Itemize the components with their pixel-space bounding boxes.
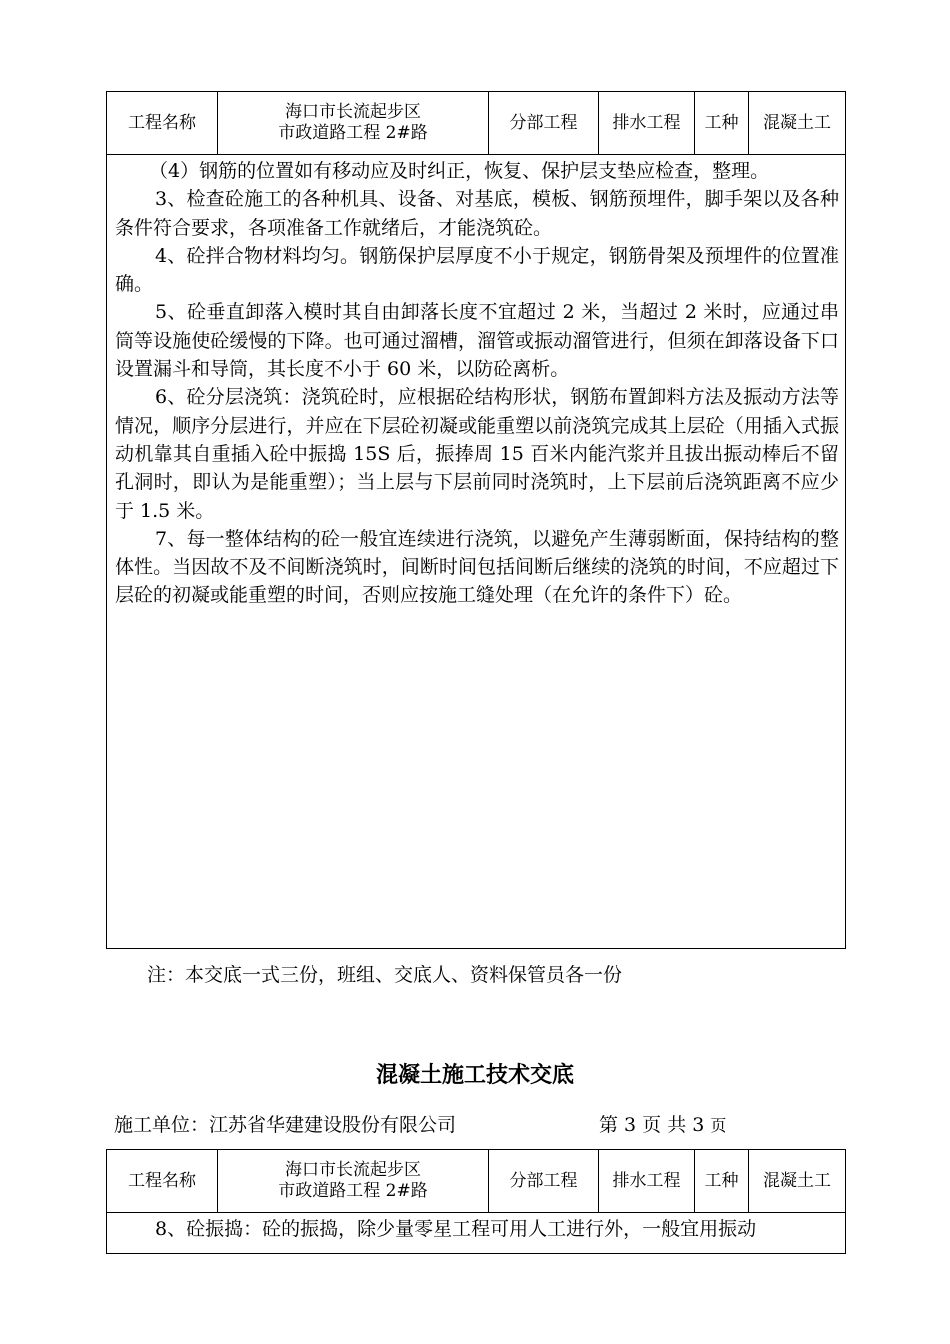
project-name-label: 工程名称 bbox=[107, 92, 218, 155]
disclosure-table-page3 bbox=[106, 1149, 846, 1254]
note-text: 注：本交底一式三份，班组、交底人、资料保管员各一份 bbox=[147, 964, 623, 986]
trade-label: 工种 bbox=[695, 92, 749, 155]
project-name-line1: 海口市长流起步区 bbox=[285, 1160, 421, 1180]
division-value: 排水工程 bbox=[599, 92, 695, 155]
division-label: 分部工程 bbox=[489, 92, 599, 155]
project-name-line2: 市政道路工程 2#路 bbox=[278, 123, 428, 143]
project-name-line1: 海口市长流起步区 bbox=[285, 102, 421, 122]
table-header-row bbox=[107, 92, 846, 155]
content-paragraph: 5、砼垂直卸落入模时其自由卸落长度不宜超过 2 米，当超过 2 米时，应通过串筒等设施使砼缓慢的下降。也可通过溜槽，溜管或振动溜管进行，但须在卸落设备下口设置漏斗和导筒，其长度不小于 60 米，以防砼离析。 bbox=[115, 301, 839, 381]
content-paragraph: 7、每一整体结构的砼一般宜连续进行浇筑，以避免产生薄弱断面，保持结构的整体性。当因故不及不间断浇筑时，间断时间包括间断后继续的浇筑的时间，不应超过下层砼的初凝或能重塑的时间，否则应按施工缝处理（在允许的条件下）砼。 bbox=[115, 527, 839, 607]
trade-value: 混凝土工 bbox=[749, 1150, 846, 1213]
construction-unit: 施工单位：江苏省华建建设股份有限公司 bbox=[114, 1114, 457, 1136]
content-paragraph: 4、砼拌合物材料均匀。钢筋保护层厚度不小于规定，钢筋骨架及预埋件的位置准确。 bbox=[115, 244, 839, 296]
table-body-row bbox=[107, 1213, 846, 1254]
project-name-value bbox=[218, 1150, 489, 1213]
project-name-value bbox=[218, 92, 489, 155]
page-number bbox=[599, 1112, 726, 1139]
content-paragraph: 6、砼分层浇筑：浇筑砼时，应根据砼结构形状，钢筋布置卸料方法及振动方法等情况，顺序分层进行，并应在下层砼初凝或能重塑以前浇筑完成其上层砼（用插入式振动机靠其自重插入砼中振捣 15S 后，振捧周 15 百米内能汽浆并且拔出振动棒后不留孔洞时，即认为是能重塑）；当上层与下层前同时浇筑时，上下层前后浇筑距离不应少于 1.5 米。 bbox=[115, 386, 839, 522]
trade-label: 工种 bbox=[695, 1150, 749, 1213]
content-paragraph: 8、砼振捣：砼的振捣，除少量零星工程可用人工进行外，一般宜用振动 bbox=[155, 1218, 757, 1240]
page-suffix: 页 bbox=[710, 1116, 727, 1135]
table-header-row bbox=[107, 1150, 846, 1213]
trade-value: 混凝土工 bbox=[749, 92, 846, 155]
division-label: 分部工程 bbox=[489, 1150, 599, 1213]
table-body-row bbox=[107, 155, 846, 949]
disclosure-content bbox=[107, 1213, 846, 1254]
project-name-label: 工程名称 bbox=[107, 1150, 218, 1213]
division-value: 排水工程 bbox=[599, 1150, 695, 1213]
page-number-text: 第 3 页 共 3 bbox=[599, 1114, 705, 1136]
disclosure-table bbox=[106, 91, 846, 949]
disclosure-content bbox=[107, 155, 846, 949]
content-paragraph: 3、检查砼施工的各种机具、设备、对基底，模板、钢筋预埋件，脚手架以及各种条件符合要求，各项准备工作就绪后，才能浇筑砼。 bbox=[115, 188, 839, 239]
content-paragraph: （4）钢筋的位置如有移动应及时纠正，恢复、保护层支垫应检查，整理。 bbox=[149, 160, 770, 182]
document-title: 混凝土施工技术交底 bbox=[375, 1062, 574, 1088]
project-name-line2: 市政道路工程 2#路 bbox=[278, 1181, 428, 1201]
